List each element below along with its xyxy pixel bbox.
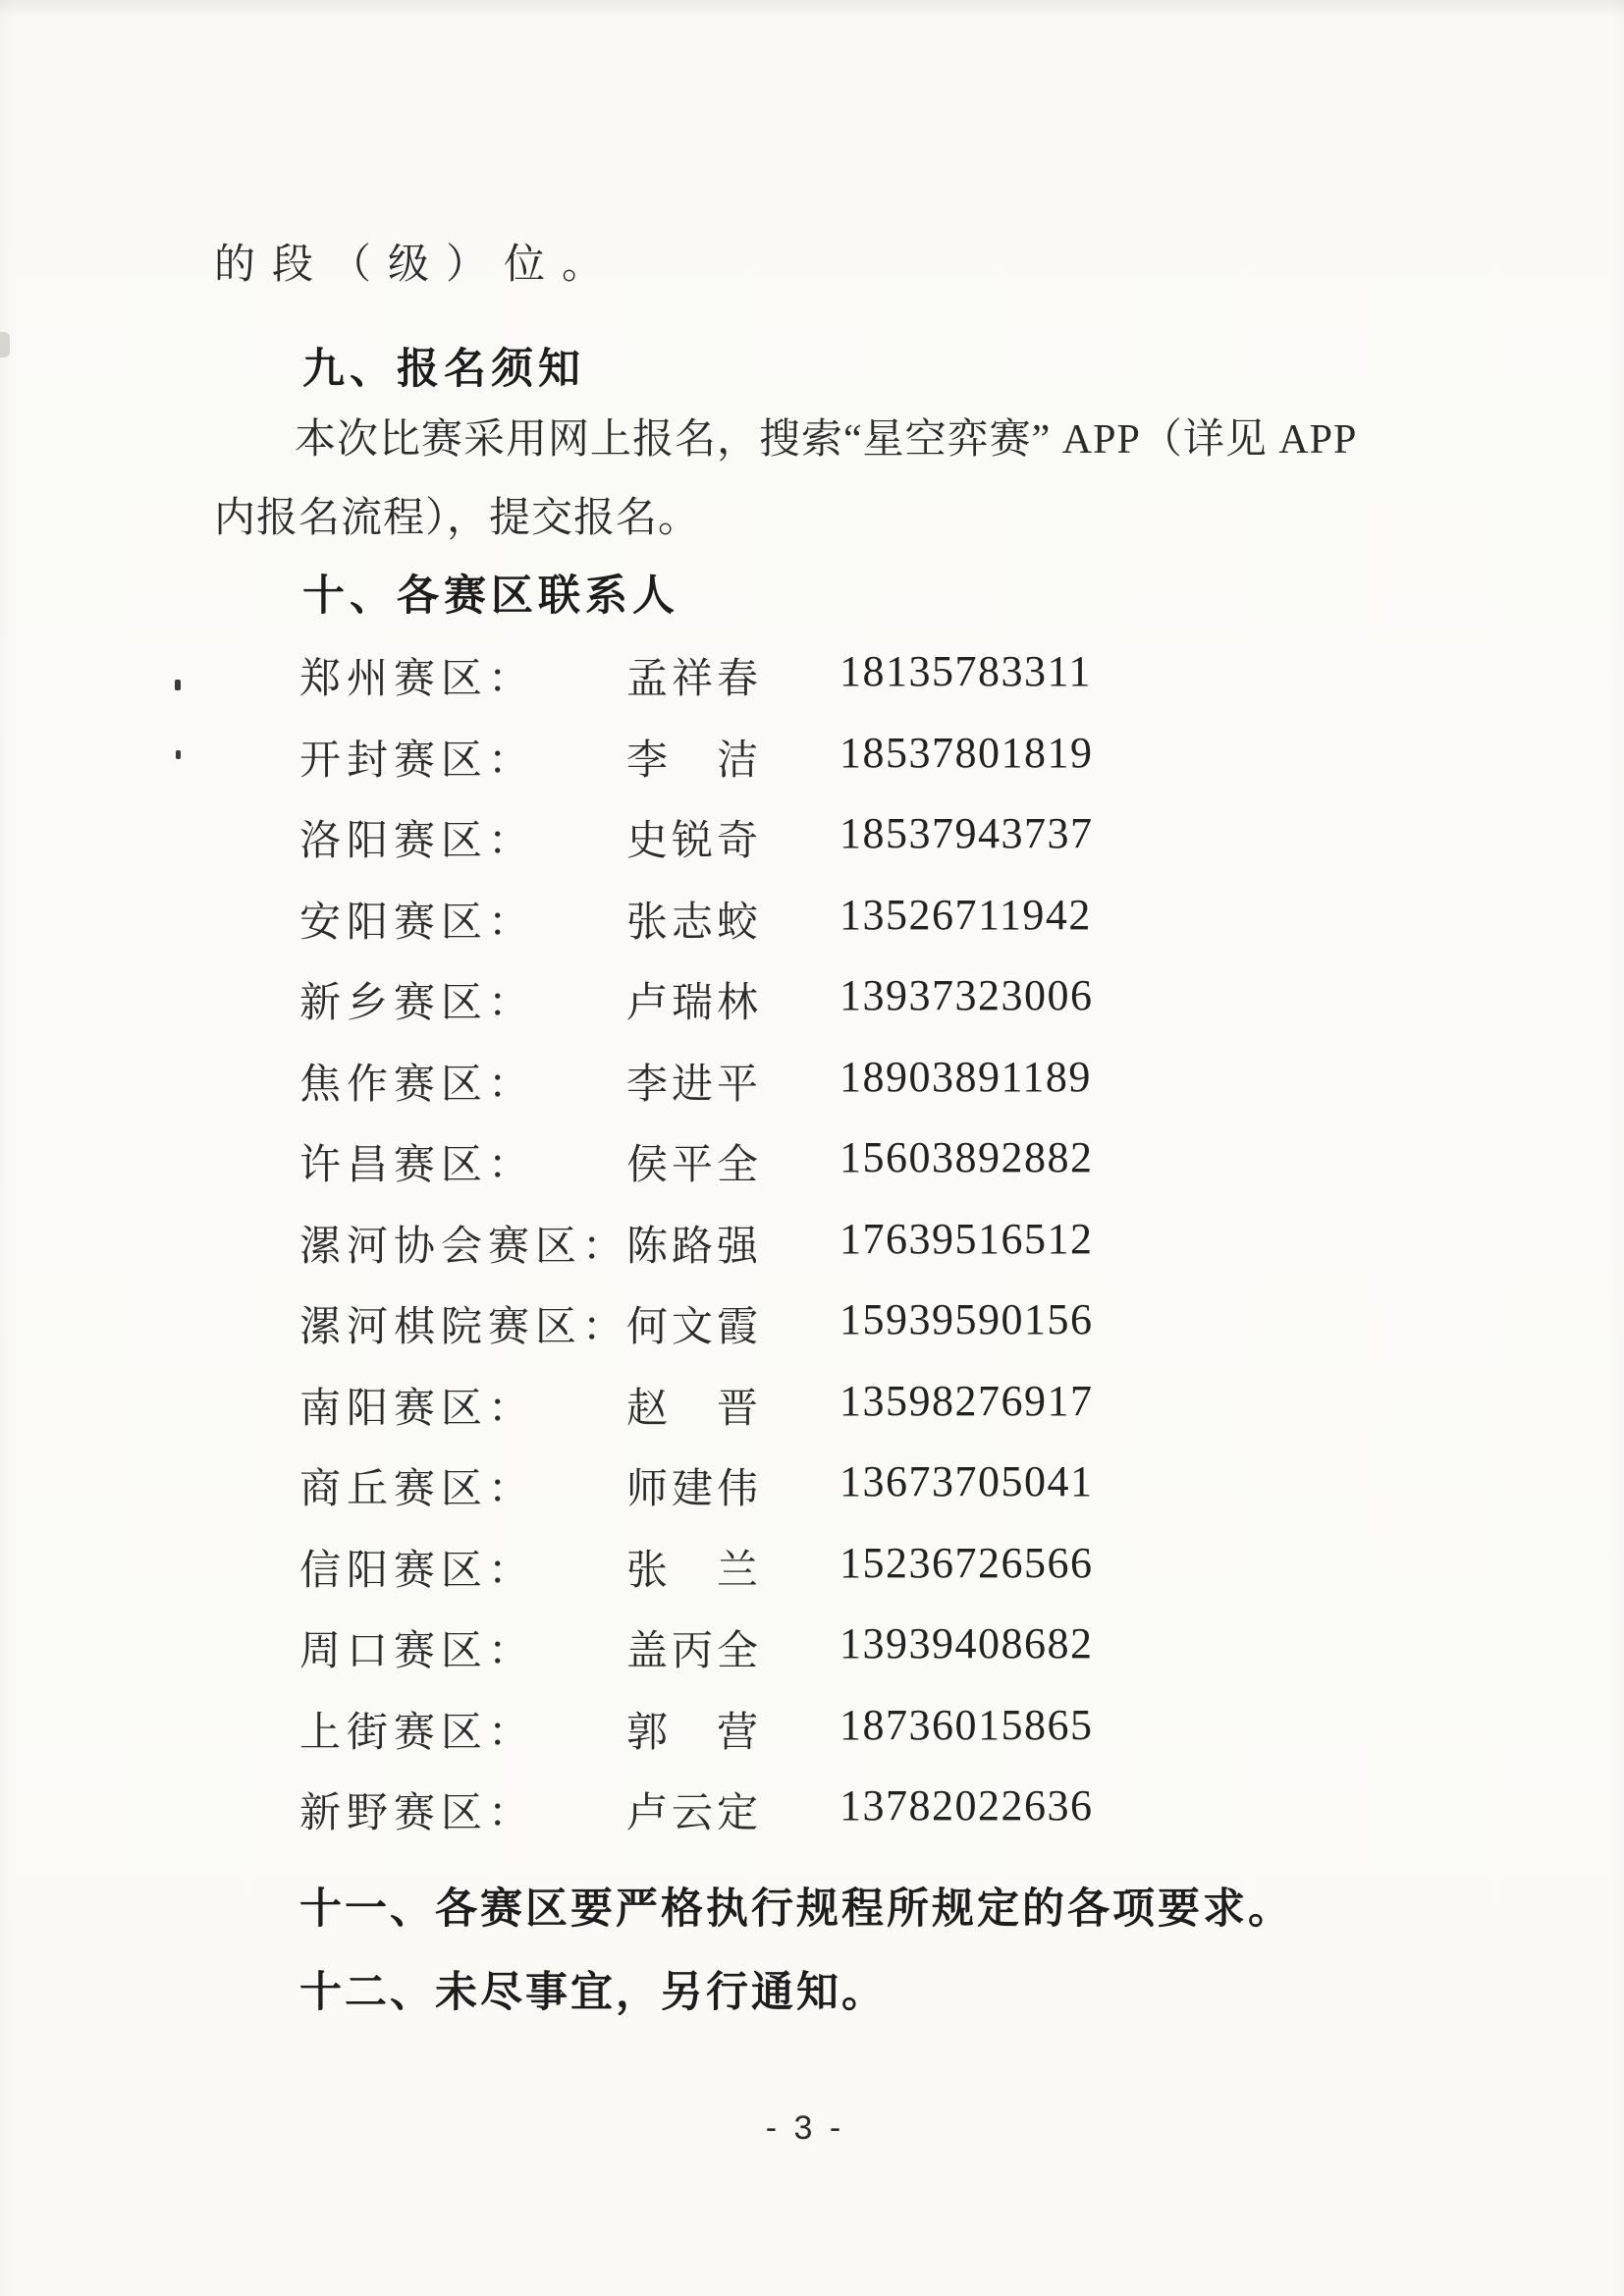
section-9-paragraph-line-2: 内报名流程），提交报名。 bbox=[214, 496, 701, 541]
contact-row bbox=[299, 1052, 1380, 1133]
region-label: 信阳赛区： bbox=[299, 1548, 536, 1594]
contact-row bbox=[299, 1780, 1380, 1862]
contact-phone: 15939590156 bbox=[839, 1295, 1094, 1343]
contact-phone: 15236726566 bbox=[839, 1538, 1094, 1587]
section-9-heading: 九、报名须知 bbox=[302, 346, 585, 393]
contact-name: 张 兰 bbox=[626, 1548, 763, 1594]
contact-row bbox=[299, 1214, 1380, 1295]
contact-name: 卢云定 bbox=[626, 1791, 763, 1836]
region-label: 焦作赛区： bbox=[299, 1062, 536, 1108]
scan-smudge bbox=[0, 332, 10, 357]
region-label: 开封赛区： bbox=[299, 738, 536, 784]
contact-list bbox=[299, 646, 1380, 1862]
contact-row bbox=[299, 1700, 1380, 1781]
contact-phone: 17639516512 bbox=[839, 1214, 1094, 1263]
contact-phone: 13598276917 bbox=[839, 1376, 1094, 1425]
contact-phone: 18903891189 bbox=[839, 1052, 1092, 1101]
region-label: 许昌赛区： bbox=[299, 1143, 536, 1188]
contact-row bbox=[299, 970, 1380, 1052]
contact-name: 赵 晋 bbox=[626, 1386, 763, 1432]
region-label: 上街赛区： bbox=[299, 1710, 536, 1756]
contact-name: 李 洁 bbox=[626, 738, 763, 784]
region-label: 郑州赛区： bbox=[299, 657, 536, 702]
region-label: 漯河协会赛区： bbox=[299, 1224, 630, 1270]
contact-row bbox=[299, 1618, 1380, 1700]
contact-row bbox=[299, 1456, 1380, 1538]
contact-phone: 18135783311 bbox=[839, 647, 1092, 695]
contact-name: 郭 营 bbox=[626, 1710, 763, 1756]
contact-phone: 18537801819 bbox=[839, 728, 1094, 777]
contact-name: 张志蛟 bbox=[626, 900, 763, 946]
scan-speck bbox=[175, 680, 181, 690]
contact-row bbox=[299, 728, 1380, 809]
contact-row bbox=[299, 646, 1380, 728]
contact-name: 李进平 bbox=[626, 1062, 763, 1108]
section-11-heading: 十一、各赛区要严格执行规程所规定的各项要求。 bbox=[299, 1886, 1293, 1933]
region-label: 洛阳赛区： bbox=[299, 819, 536, 864]
contact-name: 何文霞 bbox=[626, 1305, 763, 1350]
contact-row bbox=[299, 1294, 1380, 1376]
paragraph-tail-line: 的段（级）位。 bbox=[214, 243, 621, 288]
contact-phone: 18736015865 bbox=[839, 1700, 1094, 1749]
contact-name: 师建伟 bbox=[626, 1467, 763, 1512]
section-10-heading: 十、各赛区联系人 bbox=[302, 573, 679, 620]
scan-speck bbox=[176, 750, 181, 759]
contact-phone: 13673705041 bbox=[839, 1457, 1094, 1505]
page-number: - 3 - bbox=[765, 2109, 845, 2147]
contact-name: 史锐奇 bbox=[626, 819, 763, 864]
contact-phone: 15603892882 bbox=[839, 1133, 1094, 1181]
region-label: 新乡赛区： bbox=[299, 981, 536, 1026]
region-label: 商丘赛区： bbox=[299, 1467, 536, 1512]
contact-phone: 13526711942 bbox=[839, 890, 1092, 939]
region-label: 新野赛区： bbox=[299, 1791, 536, 1836]
contact-row bbox=[299, 1538, 1380, 1619]
contact-row bbox=[299, 1376, 1380, 1457]
contact-name: 卢瑞林 bbox=[626, 981, 763, 1026]
contact-phone: 13782022636 bbox=[839, 1781, 1094, 1830]
contact-name: 陈路强 bbox=[626, 1224, 763, 1270]
contact-phone: 13939408682 bbox=[839, 1619, 1094, 1667]
contact-name: 侯平全 bbox=[626, 1143, 763, 1188]
section-12-heading: 十二、未尽事宜，另行通知。 bbox=[299, 1969, 887, 2016]
contact-name: 孟祥春 bbox=[626, 657, 763, 702]
region-label: 南阳赛区： bbox=[299, 1386, 536, 1432]
section-9-paragraph-line-1: 本次比赛采用网上报名，搜索“星空弈赛” APP（详见 APP bbox=[295, 417, 1358, 463]
contact-row bbox=[299, 890, 1380, 971]
region-label: 安阳赛区： bbox=[299, 900, 536, 946]
contact-name: 盖丙全 bbox=[626, 1629, 763, 1674]
contact-row bbox=[299, 1132, 1380, 1214]
region-label: 周口赛区： bbox=[299, 1629, 536, 1674]
contact-row bbox=[299, 808, 1380, 890]
region-label: 漯河棋院赛区： bbox=[299, 1305, 630, 1350]
contact-phone: 18537943737 bbox=[839, 809, 1094, 857]
contact-phone: 13937323006 bbox=[839, 971, 1094, 1019]
